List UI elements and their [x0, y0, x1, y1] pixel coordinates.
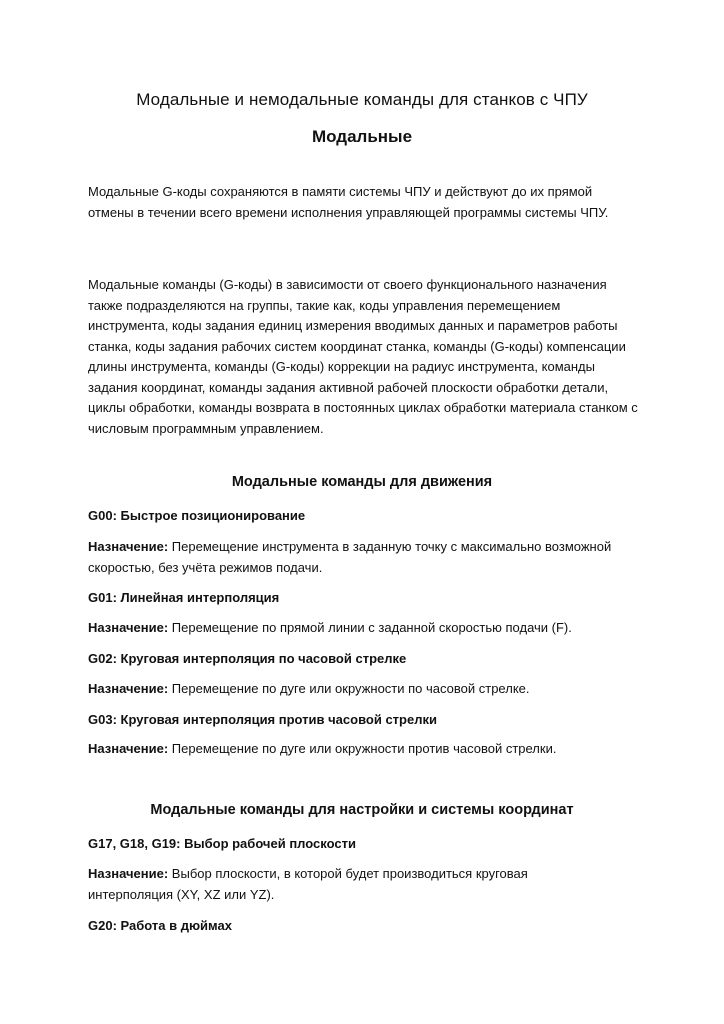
intro-paragraph: Модальные G-коды сохраняются в памяти системы ЧПУ и действуют до их прямой отмены в течении всего времени исполнения управляющей программы системы ЧПУ.	[88, 184, 609, 220]
command-title: G00: Быстрое позиционирование	[88, 508, 306, 523]
purpose-text: Перемещение инструмента в заданную точку с максимально возможной скоростью, без учёта режимов подачи.	[88, 539, 612, 575]
command-purpose	[88, 864, 578, 905]
command-title: G01: Линейная интерполяция	[88, 590, 280, 605]
section-heading-modal: Модальные	[311, 127, 413, 146]
command-title: G02: Круговая интерполяция по часовой стрелке	[88, 651, 407, 666]
purpose-text: Перемещение по дуге или окружности по часовой стрелке.	[168, 681, 530, 696]
section-heading-motion: Модальные команды для движения	[231, 474, 493, 490]
section-heading-setup: Модальные команды для настройки и системы координат	[150, 802, 574, 818]
purpose-label: Назначение:	[88, 866, 169, 881]
purpose-text: Выбор плоскости, в которой будет производиться круговая интерполяция (XY, XZ или YZ).	[88, 866, 528, 902]
command-title: G17, G18, G19: Выбор рабочей плоскости	[88, 836, 356, 851]
purpose-text: Перемещение по дуге или окружности против часовой стрелки.	[168, 741, 557, 756]
purpose-label: Назначение:	[88, 741, 169, 756]
purpose-label: Назначение:	[88, 539, 169, 554]
command-purpose	[88, 679, 648, 700]
command-title: G03: Круговая интерполяция против часовой стрелки	[88, 712, 437, 727]
purpose-label: Назначение:	[88, 681, 169, 696]
intro-paragraph: Модальные команды (G-коды) в зависимости от своего функционального назначения также подразделяются на группы, такие как, коды управления перемещением инструмента, коды задания единиц измерения вводимых данных и параметров работы станка, коды задания рабочих систем координат станка, команды (G-коды) компенсации длины инструмента, команды (G-коды) коррекции на радиус инструмента, команды задания координат, команды задания активной рабочей плоскости обработки детали, циклы обработки, команды возврата в постоянных циклах обработки материала станком с числовым программным управлением.	[88, 277, 638, 436]
purpose-text: Перемещение по прямой линии с заданной скоростью подачи (F).	[168, 620, 572, 635]
purpose-label: Назначение:	[88, 620, 169, 635]
command-purpose	[88, 537, 648, 578]
command-purpose	[88, 739, 648, 760]
document-title: Модальные и немодальные команды для станков с ЧПУ	[136, 90, 588, 109]
command-purpose	[88, 618, 648, 639]
command-title: G20: Работа в дюймах	[88, 918, 232, 933]
